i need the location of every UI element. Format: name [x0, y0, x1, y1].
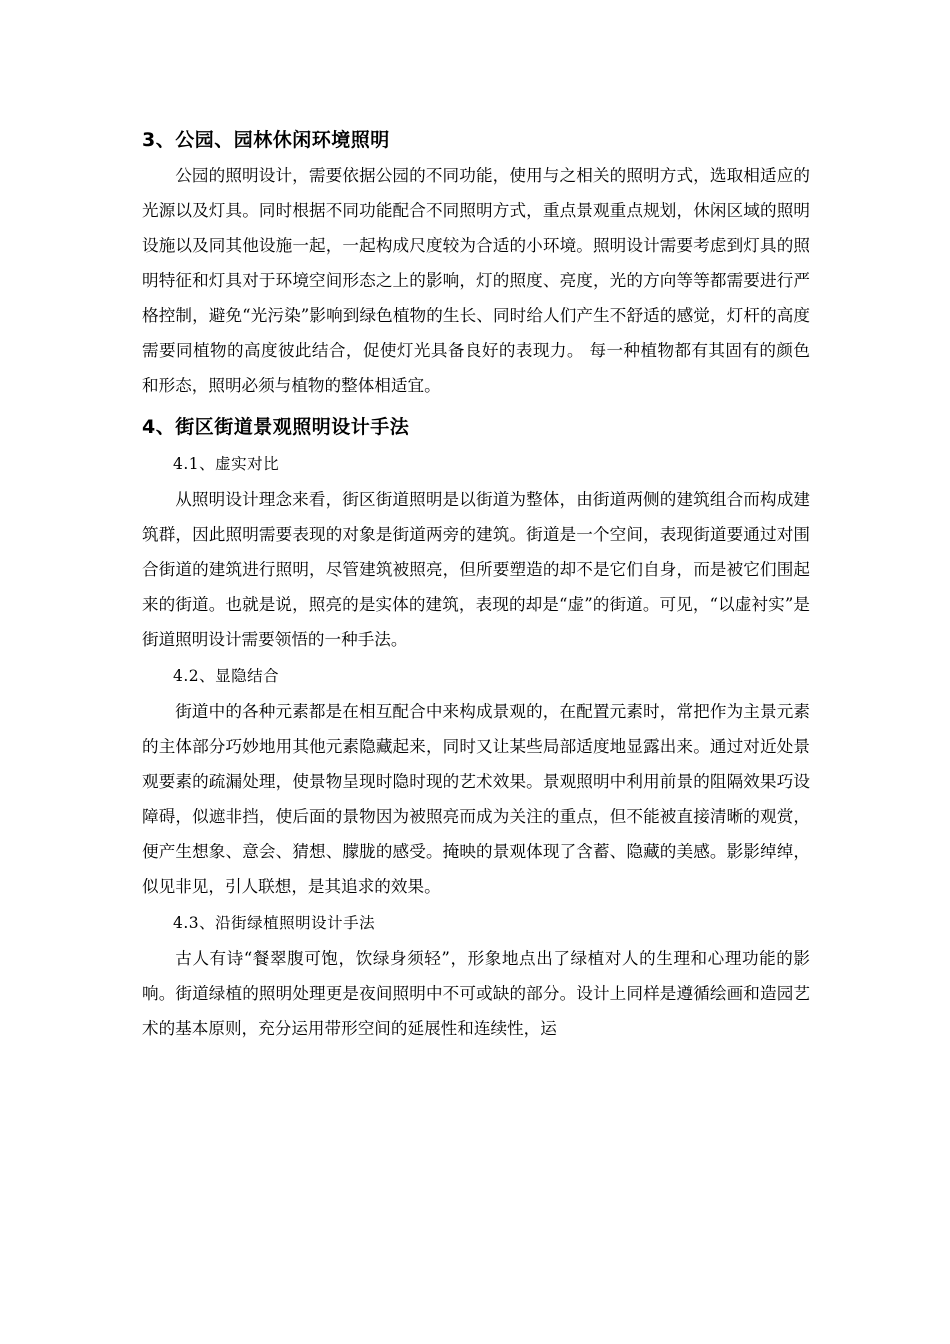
section-heading: 3、公园、园林休闲环境照明: [142, 129, 390, 151]
subsection-title: 4.3、沿街绿植照明设计手法: [173, 914, 376, 932]
subsection-title: 4.2、显隐结合: [173, 667, 280, 685]
subsection-virtual-real-contrast: [142, 447, 810, 657]
body-paragraph: 从照明设计理念来看，街区街道照明是以街道为整体，由街道两侧的建筑组合而构成建筑群，因此照明需要表现的对象是街道两旁的建筑。街道是一个空间，表现街道要通过对围合街道的建筑进行照明，尽管建筑被照亮，但所要塑造的却不是它们自身，而是被它们围起来的街道。也就是说，照亮的是实体的建筑，表现的却是“虚”的街道。可见，“以虚衬实”是街道照明设计需要领悟的一种手法。: [142, 490, 810, 649]
section-heading: 4、街区街道景观照明设计手法: [142, 416, 410, 438]
body-paragraph: 公园的照明设计，需要依据公园的不同功能，使用与之相关的照明方式，选取相适应的光源以及灯具。同时根据不同功能配合不同照明方式，重点景观重点规划，休闲区域的照明设施以及同其他设施一起，一起构成尺度较为合适的小环境。照明设计需要考虑到灯具的照明特征和灯具对于环境空间形态之上的影响，灯的照度、亮度，光的方向等等都需要进行严格控制，避免“光污染”影响到绿色植物的生长、同时给人们产生不舒适的感觉，灯杆的高度需要同植物的高度彼此结合，促使灯光具备良好的表现力。 每一种植物都有其固有的颜色和形态，照明必须与植物的整体相适宜。: [142, 166, 810, 395]
body-paragraph: 古人有诗“餐翠腹可饱，饮绿身须轻”，形象地点出了绿植对人的生理和心理功能的影响。街道绿植的照明处理更是夜间照明中不可或缺的部分。设计上同样是遵循绘画和造园艺术的基本原则，充分运用带形空间的延展性和连续性，运: [142, 949, 810, 1038]
section-street-lighting: [142, 409, 810, 1046]
subsection-street-greenery: [142, 906, 810, 1046]
subsection-title: 4.1、虚实对比: [173, 455, 280, 473]
section-park-lighting: [142, 122, 810, 403]
body-paragraph: 街道中的各种元素都是在相互配合中来构成景观的，在配置元素时，常把作为主景元素的主体部分巧妙地用其他元素隐藏起来，同时又让某些局部适度地显露出来。通过对近处景观要素的疏漏处理，使景物呈现时隐时现的艺术效果。景观照明中利用前景的阻隔效果巧设障碍，似遮非挡，使后面的景物因为被照亮而成为关注的重点，但不能被直接清晰的观赏，便产生想象、意会、猜想、朦胧的感受。掩映的景观体现了含蓄、隐藏的美感。影影绰绰，似见非见，引人联想，是其追求的效果。: [142, 702, 810, 896]
document-body: [142, 122, 810, 1046]
subsection-reveal-conceal: [142, 659, 810, 904]
